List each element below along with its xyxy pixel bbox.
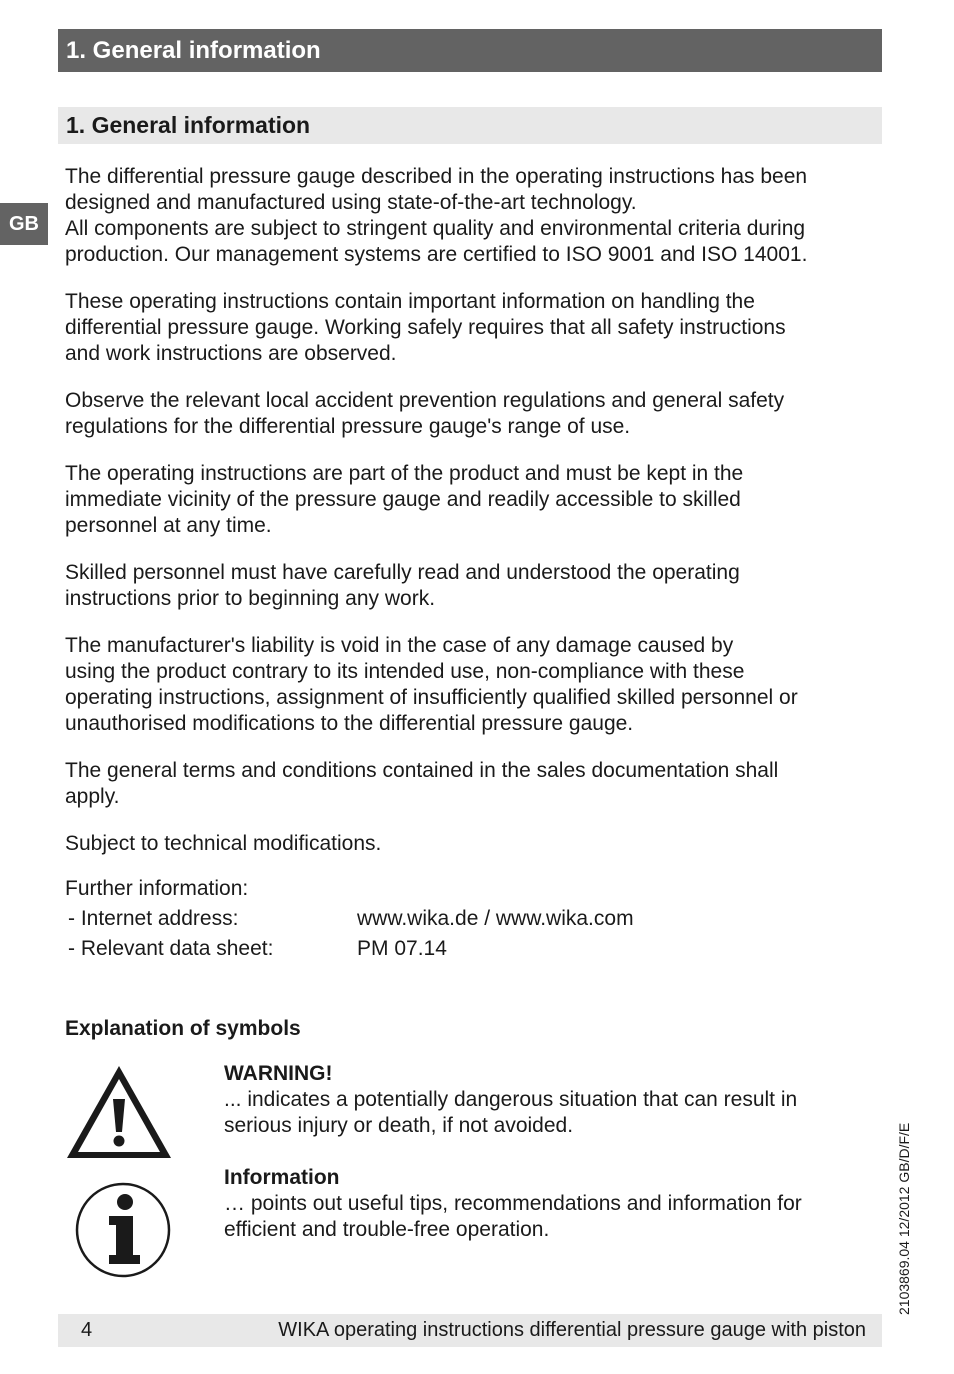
text-line: and work instructions are observed.	[65, 342, 397, 365]
text-line: using the product contrary to its intended use, non-compliance with these	[65, 660, 745, 683]
warning-description	[224, 1061, 864, 1139]
section-heading: 1. General information	[58, 107, 882, 144]
text-line: serious injury or death, if not avoided.	[224, 1114, 574, 1137]
text-line: Subject to technical modifications.	[65, 832, 382, 855]
paragraph-safety	[65, 289, 880, 367]
text-line: operating instructions, assignment of insufficiently qualified skilled personnel or	[65, 686, 798, 709]
text-line: … points out useful tips, recommendations and information for	[224, 1192, 802, 1215]
text-line: The manufacturer's liability is void in the case of any damage caused by	[65, 634, 734, 657]
chapter-bar: 1. General information	[58, 29, 882, 72]
text-line: The general terms and conditions contained in the sales documentation shall	[65, 759, 779, 782]
text-line: immediate vicinity of the pressure gauge and readily accessible to skilled	[65, 488, 741, 511]
text-line: differential pressure gauge. Working safely requires that all safety instructions	[65, 316, 786, 339]
text-line: The operating instructions are part of the product and must be kept in the	[65, 462, 744, 485]
info-title: Information	[224, 1166, 340, 1189]
symbols-title: Explanation of symbols	[65, 1017, 301, 1040]
text-line: Skilled personnel must have carefully read and understood the operating	[65, 561, 740, 584]
paragraph-availability	[65, 461, 880, 539]
text-line: personnel at any time.	[65, 514, 272, 537]
further-row-datasheet	[65, 934, 880, 964]
paragraph-regulations	[65, 388, 880, 440]
text-line: instructions prior to beginning any work.	[65, 587, 436, 610]
text-line: All components are subject to stringent quality and environmental criteria during	[65, 217, 806, 240]
text-line: regulations for the differential pressure gauge's range of use.	[65, 415, 631, 438]
text-line: production. Our management systems are certified to ISO 9001 and ISO 14001.	[65, 243, 808, 266]
warning-triangle-icon	[64, 1063, 174, 1161]
text-line: The differential pressure gauge described in the operating instructions has been	[65, 165, 808, 188]
text-line: unauthorised modifications to the differential pressure gauge.	[65, 712, 634, 735]
info-circle-icon	[74, 1181, 172, 1279]
further-information	[65, 874, 880, 964]
text-line: efficient and trouble-free operation.	[224, 1218, 550, 1241]
text-line: These operating instructions contain important information on handling the	[65, 290, 755, 313]
further-row-internet	[65, 904, 880, 934]
further-label: - Relevant data sheet:	[68, 937, 274, 960]
further-label: - Internet address:	[68, 907, 239, 930]
further-title	[65, 874, 880, 904]
page-footer	[58, 1314, 882, 1347]
document-code: 2103869.04 12/2012 GB/D/F/E	[896, 1122, 912, 1315]
text-line: Observe the relevant local accident prevention regulations and general safety	[65, 389, 785, 412]
further-value: PM 07.14	[357, 937, 447, 960]
paragraph-modifications	[65, 831, 880, 857]
footer-title: WIKA operating instructions differential pressure gauge with piston	[278, 1319, 866, 1341]
further-value: www.wika.de / www.wika.com	[357, 907, 634, 930]
text-line: designed and manufactured using state-of-the-art technology.	[65, 191, 637, 214]
paragraph-liability	[65, 633, 880, 737]
paragraph-personnel	[65, 560, 880, 612]
paragraph-terms	[65, 758, 880, 810]
warning-title: WARNING!	[224, 1062, 333, 1085]
body-content	[65, 164, 880, 964]
paragraph-intro	[65, 164, 880, 268]
page-number: 4	[81, 1319, 93, 1341]
info-description	[224, 1165, 864, 1243]
language-tab: GB	[0, 203, 48, 245]
text-line: ... indicates a potentially dangerous situation that can result in	[224, 1088, 798, 1111]
text-line: apply.	[65, 785, 120, 808]
further-title-text: Further information:	[65, 877, 249, 900]
